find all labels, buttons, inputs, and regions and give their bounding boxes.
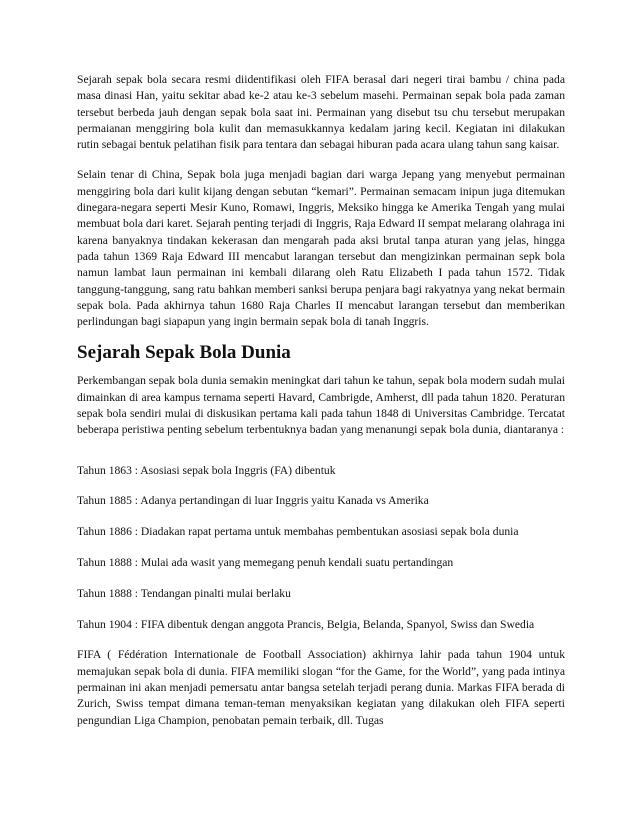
section-heading: Sejarah Sepak Bola Dunia [77, 342, 291, 364]
timeline-item: Tahun 1888 : Mulai ada wasit yang memegang penuh kendali suatu pertandingan [77, 556, 454, 570]
world-history-paragraph: Perkembangan sepak bola dunia semakin meningkat dari tahun ke tahun, sepak bola modern sudah mulai dimainkan di area kampus ternama seperti Havard, Cambrigde, Amherst, dll pada tahun 1820. Peraturan sepak bola sendiri mulai di diskusikan pertama kali pada tahun 1848 di Universitas Cambridge. Tercatat beberapa peristiwa penting sebelum terbentuknya badan yang menanungi sepak bola dunia, diantaranya : [77, 374, 565, 437]
fifa-paragraph: FIFA ( Fédération Internationale de Football Association) akhirnya lahir pada tahun 1904 untuk memajukan sepak bola di dunia. FIFA memiliki slogan “for the Game, for the World”, yang pada intinya permainan ini akan menjadi pemersatu antar bangsa setelah terjadi perang dunia. Markas FIFA berada di Zurich, Swiss tempat dimana teman-teman menyaksikan kegiatan yang dilakukan oleh FIFA seperti pengundian Liga Champion, penobatan pemain terbaik, dll. Tugas [77, 648, 565, 727]
timeline-list [77, 463, 565, 633]
history-paragraph: Selain tenar di China, Sepak bola juga menjadi bagian dari warga Jepang yang menyebut permainan menggiring bola dari kulit kijang dengan sebutan “kemari”. Permainan semacam inipun juga ditemukan dinegara-negara seperti Mesir Kuno, Romawi, Inggris, Meksiko hingga ke Amerika Tengah yang mulai membuat bola dari karet. Sejarah penting terjadi di Inggris, Raja Edward II sempat melarang olahraga ini karena banyaknya tindakan kekerasan dan mengarah pada aksi brutal tanpa aturan yang jelas, hingga pada tahun 1369 Raja Edward III mencabut larangan tersebut dan mengizinkan permainan sepk bola namun lambat laun permainan ini kembali dilarang oleh Ratu Elizabeth I pada tahun 1572. Tidak tanggung-tanggung, sang ratu bahkan memberi sanksi berupa penjara bagi rakyatnya yang nekat bermain sepak bola. Pada akhirnya tahun 1680 Raja Charles II mencabut larangan tersebut dan memberikan perlindungan bagi siapapun yang ingin bermain sepak bola di tanah Inggris. [77, 168, 565, 329]
intro-paragraph: Sejarah sepak bola secara resmi diidentifikasi oleh FIFA berasal dari negeri tirai bambu / china pada masa dinasi Han, yaitu sekitar abad ke-2 atau ke-3 sebelum masehi. Permainan sepak bola pada zaman tersebut berbeda jauh dengan sepak bola saat ini. Permainan yang disebut tsu chu tersebut merupakan permaianan menggiring bola kulit dan memasukkannya kedalam jaring kecil. Kegiatan ini dilakukan rutin sebagai bentuk pelatihan fisik para tentara dan sebagai hiburan pada acara ulang tahun sang kaisar. [77, 73, 565, 152]
document-page [77, 72, 565, 729]
timeline-item: Tahun 1904 : FIFA dibentuk dengan anggota Prancis, Belgia, Belanda, Spanyol, Swiss dan Swedia [77, 617, 535, 631]
timeline-item: Tahun 1886 : Diadakan rapat pertama untuk membahas pembentukan asosiasi sepak bola dunia [77, 525, 519, 539]
timeline-item: Tahun 1888 : Tendangan pinalti mulai berlaku [77, 586, 291, 600]
timeline-item: Tahun 1863 : Asosiasi sepak bola Inggris (FA) dibentuk [77, 463, 336, 477]
timeline-item: Tahun 1885 : Adanya pertandingan di luar Inggris yaitu Kanada vs Amerika [77, 494, 429, 508]
